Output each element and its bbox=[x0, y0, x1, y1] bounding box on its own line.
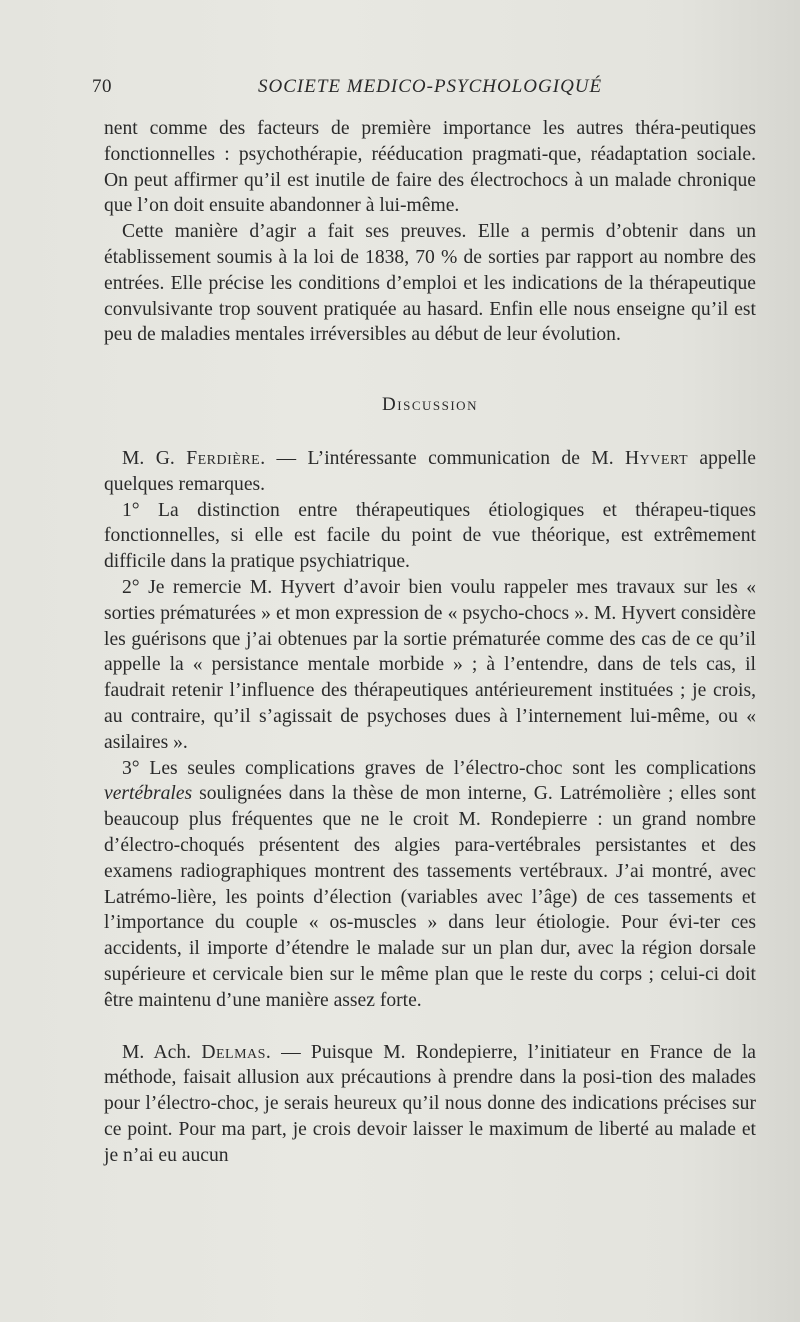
paragraph-continuation: nent comme des facteurs de première importance les autres théra-peutiques fonctionnelles : psychothérapie, rééducation pragmati-que, réadaptation sociale. On peut affirmer qu’il est inutile de faire des électrochocs à un malade chronique que l’on doit ensuite abandonner à lui-même. bbox=[104, 118, 756, 217]
speaker-name-ferdiere: Ferdière bbox=[186, 447, 261, 469]
point-3-text-b: soulignées dans la thèse de mon interne, G. Latrémolière ; elles sont beaucoup plus fréquentes que ne le croit M. Rondepierre : un grand nombre d’électro-choqués présentent des algies para-vertébrales persistantes et des examens radiographiques montrent des tassements vertébraux. J’ai montré, avec Latrémo-lière, les points d’élection (variables avec l’âge) de ces tassements et l’importance du couple « os-muscles » dans leur étiologie. Pour évi-ter ces accidents, il importe d’étendre le malade sur un plan dur, avec la région dorsale supérieure et cervicale bien sur le même plan que le reste du corps ; celui-ci doit être maintenu d’une manière assez forte. bbox=[104, 783, 756, 1011]
emphasis-vertebrales: vertébrales bbox=[104, 783, 193, 805]
paragraph-results: Cette manière d’agir a fait ses preuves. Elle a permis d’obtenir dans un établissement soumis à la loi de 1838, 70 % de sorties par rapport au nombre des entrées. Elle précise les conditions d’emploi et les indications de la thérapeutique convulsivante trop souvent pratiquée au hasard. Enfin elle nous enseigne qu’il est peu de maladies mentales irréversibles au début de leur évolution. bbox=[104, 221, 756, 346]
running-head: SOCIETE MEDICO-PSYCHOLOGIQUÉ bbox=[258, 76, 603, 97]
ferdiere-point-2: 2° Je remercie M. Hyvert d’avoir bien voulu rappeler mes travaux sur les « sorties prématurées » et mon expression de « psycho-chocs ». M. Hyvert considère les guérisons que j’ai obtenues par la sortie prématurée comme des cas de ce qu’il appelle la « persistance mentale morbide » ; à l’entendre, dans de tels cas, il faudrait retenir l’influence des thérapeutiques antérieurement instituées ; je crois, au contraire, qu’il s’agissait de psychoses dues à l’internement lui-même, ou « asilaires ». bbox=[104, 576, 756, 753]
page-header bbox=[92, 76, 772, 106]
ferdiere-point-3 bbox=[104, 756, 756, 1014]
intro-text-b: appelle quelques remarques. bbox=[104, 447, 756, 495]
speaker-prefix: M. Ach. bbox=[122, 1041, 202, 1063]
paragraph-gap bbox=[104, 1014, 756, 1040]
ferdiere-intro bbox=[104, 446, 756, 498]
delmas-text: . — Puisque M. Rondepierre, l’initiateur en France de la méthode, faisait allusion aux précautions à prendre dans la posi-tion des malades pour l’électro-choc, je serais heureux qu’il nous donne des indications précises sur ce point. Pour ma part, je crois devoir laisser le maximum de liberté au malade et je n’ai eu aucun bbox=[104, 1041, 757, 1166]
intro-text-a: . — L’intéressante communication de M. bbox=[260, 447, 626, 469]
section-heading-discussion: Discussion bbox=[382, 394, 478, 416]
speaker-prefix: M. G. bbox=[122, 447, 187, 469]
point-3-text-a: 3° Les seules complications graves de l’électro-choc sont les complications bbox=[122, 757, 756, 779]
ferdiere-point-1: 1° La distinction entre thérapeutiques étiologiques et thérapeu-tiques fonctionnelles, si elle est facile du point de vue théorique, est extrêmement difficile dans la pratique psychiatrique. bbox=[104, 499, 756, 573]
page-number: 70 bbox=[92, 76, 112, 97]
body-text bbox=[104, 116, 756, 1168]
cited-name-hyvert: Hyvert bbox=[625, 447, 689, 469]
delmas-intervention bbox=[104, 1040, 756, 1169]
speaker-name-delmas: Delmas bbox=[201, 1041, 266, 1063]
